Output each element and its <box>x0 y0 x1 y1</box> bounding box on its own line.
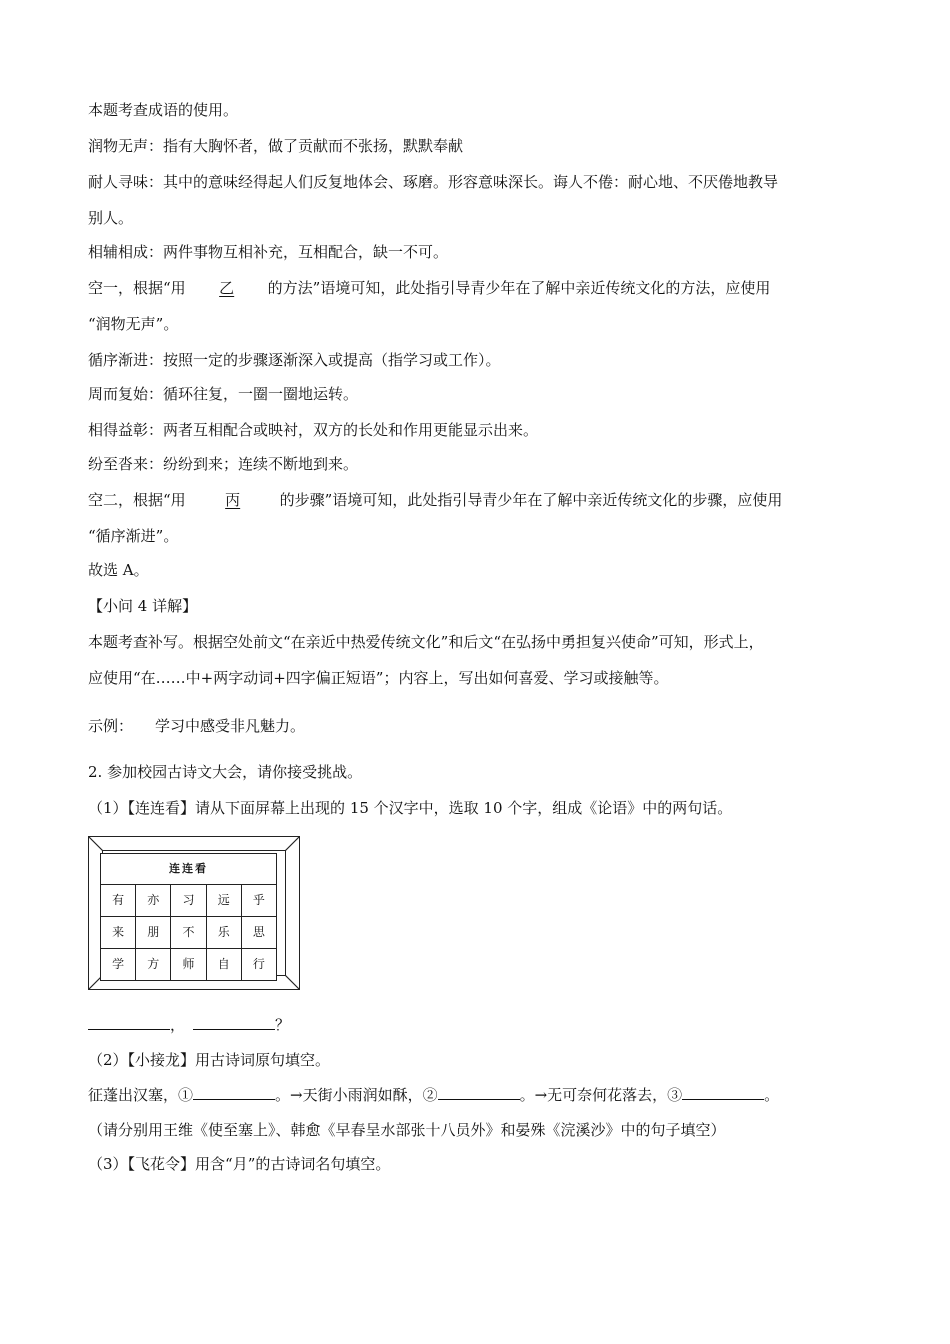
lianliankan-board <box>100 853 277 981</box>
board-row <box>101 885 276 917</box>
board-row <box>101 949 276 980</box>
board-cell: 师 <box>171 949 206 980</box>
line-runwu-answer: “润物无声”。 <box>88 315 179 333</box>
konger-prefix: 空二，根据“用 <box>88 491 186 509</box>
board-cell: 朋 <box>136 917 171 948</box>
line-example <box>88 716 305 736</box>
konger-answer: 丙 <box>225 491 241 509</box>
example-text: 学习中感受非凡魅力。 <box>155 717 306 735</box>
kongyi-answer: 乙 <box>219 279 235 297</box>
line-konger <box>88 490 782 510</box>
example-label: 示例： <box>88 717 134 735</box>
board-cell: 乐 <box>207 917 242 948</box>
board-cell: 行 <box>252 957 265 971</box>
fill-blank-1[interactable] <box>193 1084 275 1100</box>
line-xunxu: 循序渐进：按照一定的步骤逐渐深入或提高（指学习或工作）。 <box>88 351 501 369</box>
blank-question-mark: ？ <box>275 1016 291 1034</box>
fill-part-d: 。 <box>764 1086 780 1104</box>
line-runwu: 润物无声：指有大胸怀者，做了贡献而不张扬，默默奉献 <box>88 137 464 155</box>
line-buxie: 本题考查补写。根据空处前文“在亲近中热爱传统文化”和后文“在弘扬中勇担复兴使命”可知，形式上， <box>88 633 764 651</box>
board-cell: 远 <box>207 885 242 916</box>
board-cell: 思 <box>252 925 265 939</box>
board-cell: 自 <box>207 949 242 980</box>
board-cell: 不 <box>171 917 206 948</box>
fill-part-a: 征蓬出汉塞，① <box>88 1086 194 1104</box>
line-zhouer: 周而复始：循环往复，一圈一圈地运转。 <box>88 385 359 403</box>
answer-blanks-line <box>88 1014 290 1035</box>
fill-blank-2[interactable] <box>438 1084 520 1100</box>
fill-part-c: 。→无可奈何花落去，③ <box>519 1086 683 1104</box>
fill-line <box>88 1084 779 1105</box>
board-title: 连连看 <box>101 854 276 885</box>
question-2-2: （2）【小接龙】用古诗词原句填空。 <box>88 1051 331 1069</box>
board-cell: 乎 <box>252 893 265 907</box>
board-cell: 方 <box>136 949 171 980</box>
fill-part-b: 。→天街小雨润如酥，② <box>275 1086 438 1104</box>
line-xiangfu: 相辅相成：两件事物互相补充，互相配合，缺一不可。 <box>88 243 449 261</box>
board-cell: 来 <box>101 917 136 948</box>
board-cell: 习 <box>171 885 206 916</box>
konger-suffix: 的步骤”语境可知，此处指引导青少年在了解中亲近传统文化的步骤，应使用 <box>279 491 783 509</box>
kongyi-prefix: 空一，根据“用 <box>88 279 186 297</box>
line-xunxu-answer: “循序渐进”。 <box>88 527 179 545</box>
board-cell: 亦 <box>136 885 171 916</box>
line-topic: 本题考查成语的使用。 <box>88 101 239 119</box>
line-buxie-cont: 应使用“在……中+两字动词+四字偏正短语”；内容上，写出如何喜爱、学习或接触等。 <box>88 669 669 687</box>
blank-comma: ， <box>170 1016 186 1034</box>
line-fenzhi: 纷至沓来：纷纷到来；连续不断地到来。 <box>88 455 359 473</box>
line-kongyi <box>88 278 770 298</box>
board-cell: 有 <box>101 885 136 916</box>
question-2: 2. 参加校园古诗文大会，请你接受挑战。 <box>88 763 363 781</box>
question-2-1: （1）【连连看】请从下面屏幕上出现的 15 个汉字中，选取 10 个字，组成《论语》中的两句话。 <box>88 799 733 817</box>
heading-q4-detail: 【小问 4 详解】 <box>88 597 198 615</box>
line-answer-a: 故选 A。 <box>88 561 149 579</box>
line-nairen: 耐人寻味：其中的意味经得起人们反复地体会、琢磨。形容意味深长。诲人不倦：耐心地、不厌倦地教导 <box>88 173 779 191</box>
kongyi-suffix: 的方法”语境可知，此处指引导青少年在了解中亲近传统文化的方法，应使用 <box>267 279 771 297</box>
line-bieren: 别人。 <box>88 209 134 227</box>
answer-blank-2[interactable] <box>193 1014 275 1030</box>
line-xiangde: 相得益彰：两者互相配合或映衬，双方的长处和作用更能显示出来。 <box>88 421 539 439</box>
question-2-3: （3）【飞花令】用含“月”的古诗词名句填空。 <box>88 1155 391 1173</box>
board-cell: 学 <box>101 949 136 980</box>
answer-blank-1[interactable] <box>88 1014 170 1030</box>
fill-blank-3[interactable] <box>682 1084 764 1100</box>
board-row <box>101 917 276 949</box>
question-2-2-note: （请分别用王维《使至塞上》、韩愈《早春呈水部张十八员外》和晏殊《浣溪沙》中的句子填空） <box>88 1121 726 1139</box>
